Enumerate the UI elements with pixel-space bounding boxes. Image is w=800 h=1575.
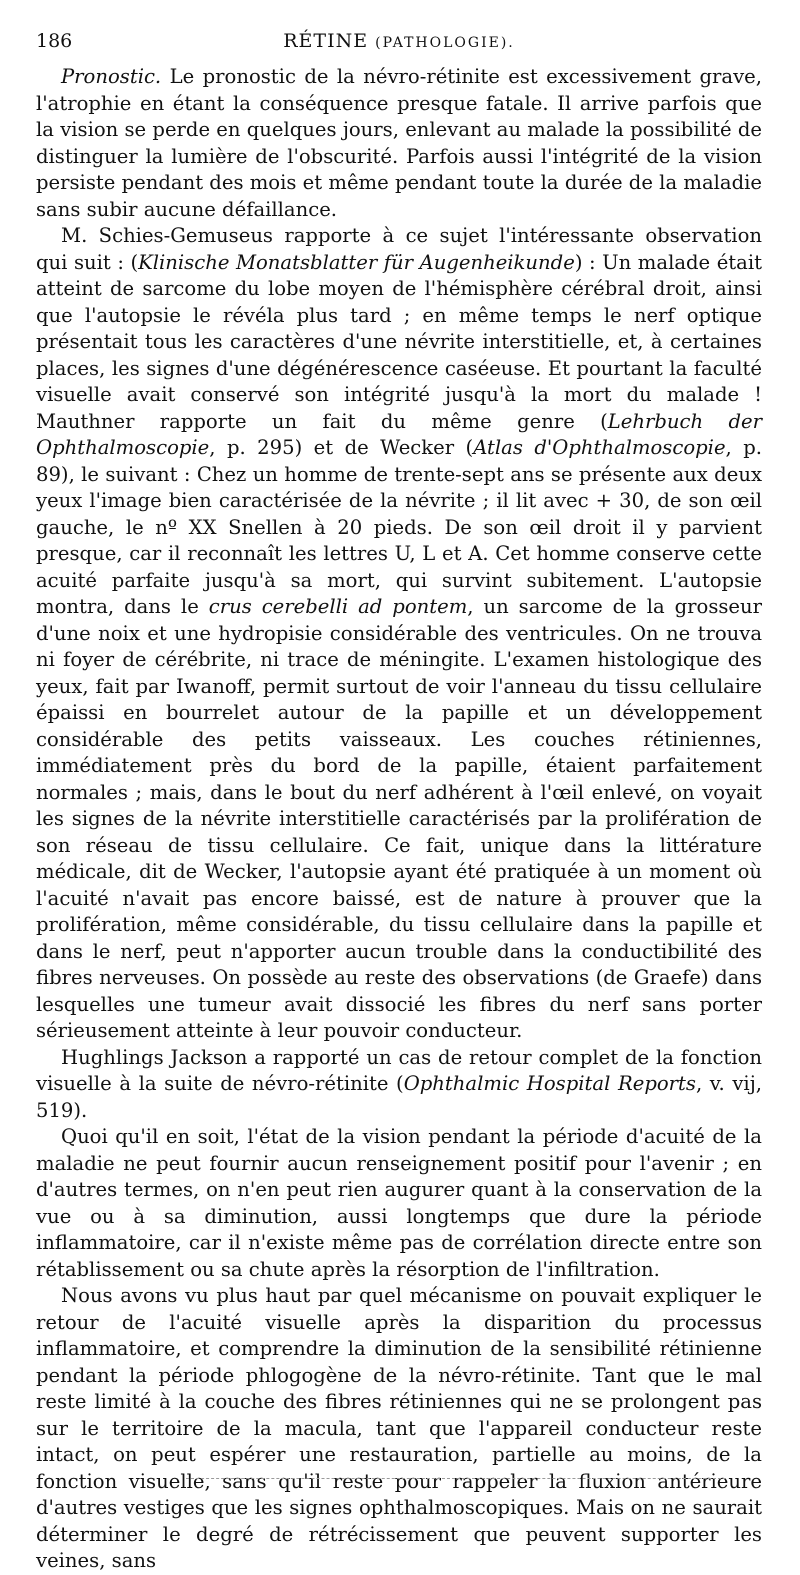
paragraph-quoi-qu-il-en-soit <box>36 1124 762 1283</box>
paragraph-text: M. Schies-Gemuseus rapporte à ce sujet l'intéressante observation qui suit : ( <box>36 224 762 274</box>
page-number: 186 <box>36 30 73 52</box>
running-title <box>36 30 762 52</box>
paragraph-nous-avons-vu <box>36 1283 762 1575</box>
body-text <box>36 64 762 1575</box>
footer-rule <box>186 1478 726 1479</box>
citation-title: Lehrbuch der Ophthalmoscopie <box>36 409 762 459</box>
citation-title: Ophthalmic Hospital Reports <box>403 1072 696 1095</box>
running-header <box>36 30 762 64</box>
paragraph-text: , p. 89), le suivant : Chez un homme de trente-sept ans se présente aux deux yeux l'image bien caractérisée de la névrite ; il lit avec + 30, de son œil gauche, le nº XX Snellen à 20 pieds. De son œil droit il y parvient presque, car il reconnaît les lettres U, L et A. Cet homme conserve cette acuité parfaite jusqu'à sa mort, qui survint subitement. L'autopsie montra, dans le <box>36 436 762 618</box>
paragraph-text: Nous avons vu plus haut par quel mécanisme on pouvait expliquer le retour de l'acuité visuelle après la disparition du processus inflammatoire, et comprendre la diminution de la sensibilité rétinienne pendant la période phlogogène de la névro-rétinite. Tant que le mal reste limité à la couche des fibres rétiniennes qui ne se prolongent pas sur le territoire de la macula, tant que l'appareil conducteur reste intact, on peut espérer une restauration, partielle au moins, de la fonction visuelle, sans qu'il reste pour rappeler la fluxion antérieure d'autres vestiges que les signes ophthalmoscopiques. Mais on ne saurait déterminer le degré de rétrécissement que peuvent supporter les veines, sans <box>36 1284 762 1572</box>
paragraph-text: , p. 295) et de Wecker ( <box>209 436 474 459</box>
paragraph-schies-gemuseus <box>36 223 762 1045</box>
paragraph-text: Le pronostic de la névro-rétinite est excessivement grave, l'atrophie en étant la conséquence presque fatale. Il arrive parfois que la vision se perde en quelques jours, enlevant au malade la possibilité de distinguer la lumière de l'obscurité. Parfois aussi l'intégrité de la vision persiste pendant des mois et même pendant toute la durée de la maladie sans subir aucune défaillance. <box>36 65 762 221</box>
paragraph-text: Quoi qu'il en soit, l'état de la vision pendant la période d'acuité de la maladie ne peut fournir aucun renseignement positif pour l'avenir ; en d'autres termes, on n'en peut rien augurer quant à la conservation de la vue ou à sa diminution, aussi longtemps que dure la période inflammatoire, car il n'existe même pas de corrélation directe entre son rétablissement ou sa chute après la résorption de l'infiltration. <box>36 1125 762 1281</box>
paragraph-pronostic <box>36 64 762 223</box>
latin-term: crus cerebelli ad pontem <box>208 595 468 618</box>
running-title-sub: (PATHOLOGIE). <box>375 35 515 51</box>
section-lead-pronostic: Pronostic. <box>61 65 162 88</box>
paragraph-text: Hughlings Jackson a rapporté un cas de retour complet de la fonction visuelle à la suite de névro-rétinite ( <box>36 1045 762 1095</box>
citation-title: Atlas d'Ophthalmoscopie <box>473 436 726 459</box>
paragraph-text: , un sarcome de la grosseur d'une noix et une hydropisie considérable des ventricules. On ne trouva ni foyer de cérébrite, ni trace de méningite. L'examen histologique des yeux, fait par Iwanoff, permit surtout de voir l'anneau du tissu cellulaire épaissi en bourrelet autour de la papille et un développement considérable des petits vaisseaux. Les couches rétiniennes, immédiatement près du bord de la papille, étaient parfaitement normales ; mais, dans le bout du nerf adhérent à l'œil enlevé, on voyait les signes de la névrite interstitielle caractérisés par la prolifération de son réseau de tissu cellulaire. Ce fait, unique dans la littérature médicale, dit de Wecker, l'autopsie ayant été pratiquée à un moment où l'acuité n'avait pas encore baissé, est de nature à prouver que la prolifération, même considérable, du tissu cellulaire dans la papille et dans le nerf, peut n'apporter aucun trouble dans la conductibilité des fibres nerveuses. On possède au reste des observations (de Graefe) dans lesquelles une tumeur avait dissocié les fibres du nerf sans porter sérieusement atteinte à leur pouvoir conducteur. <box>36 595 763 1042</box>
paragraph-hughlings-jackson <box>36 1045 762 1125</box>
running-title-main: RÉTINE <box>283 30 369 52</box>
paragraph-text: , v. vij, 519). <box>36 1072 762 1122</box>
citation-title: Klinische Monatsblatter für Augenheikunde <box>138 250 575 274</box>
paragraph-text: ) : Un malade était atteint de sarcome du lobe moyen de l'hémisphère cérébral droit, ainsi que l'autopsie le révéla plus tard ; en même temps le nerf optique présentait tous les caractères d'une névrite interstitielle, et, à certaines places, les signes d'une dégénérescence caséeuse. Et pourtant la faculté visuelle avait conservé son intégrité jusqu'à la mort du malade ! Mauthner rapporte un fait du même genre ( <box>36 250 762 433</box>
